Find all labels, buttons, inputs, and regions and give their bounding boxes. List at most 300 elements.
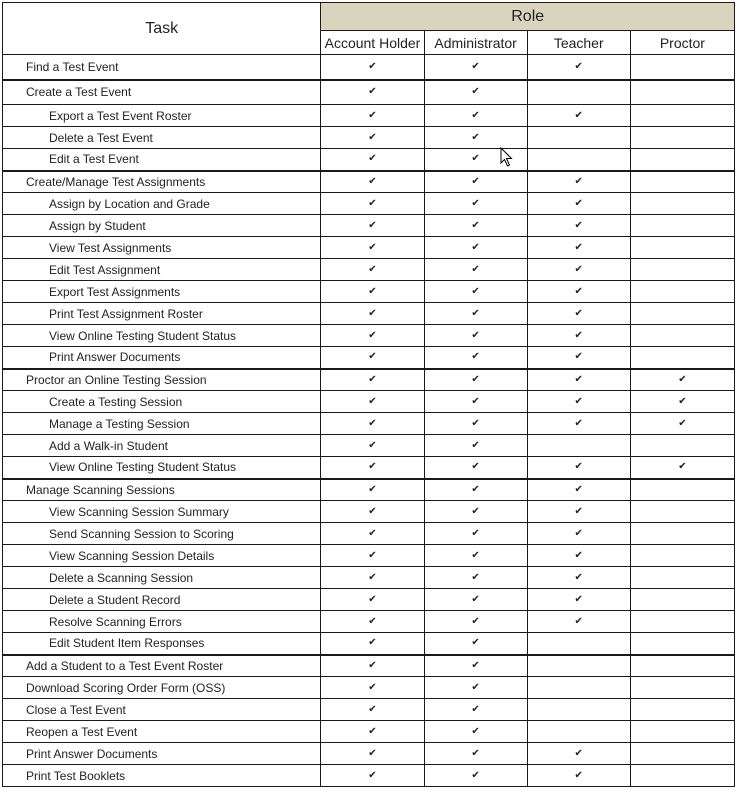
check-icon: ✔ bbox=[471, 725, 480, 737]
check-icon: ✔ bbox=[368, 505, 377, 517]
check-icon: ✔ bbox=[368, 241, 377, 253]
cell-teacher bbox=[527, 457, 630, 479]
cell-teacher bbox=[527, 105, 630, 127]
check-icon: ✔ bbox=[574, 615, 583, 627]
cell-teacher bbox=[527, 55, 630, 80]
table-row bbox=[3, 523, 735, 545]
cell-teacher bbox=[527, 215, 630, 237]
cell-account-holder bbox=[321, 413, 424, 435]
cell-administrator bbox=[424, 105, 527, 127]
check-icon: ✔ bbox=[574, 593, 583, 605]
cell-teacher bbox=[527, 369, 630, 391]
cell-administrator bbox=[424, 193, 527, 215]
task-label: Create a Test Event bbox=[3, 80, 321, 105]
cell-account-holder bbox=[321, 457, 424, 479]
task-column-header: Task bbox=[3, 3, 321, 55]
cell-proctor bbox=[630, 721, 734, 743]
cell-proctor bbox=[630, 633, 734, 655]
role-header-account-holder: Account Holder bbox=[321, 31, 424, 55]
cell-administrator bbox=[424, 589, 527, 611]
check-icon: ✔ bbox=[574, 571, 583, 583]
table-row bbox=[3, 545, 735, 567]
cell-teacher bbox=[527, 259, 630, 281]
cell-proctor bbox=[630, 149, 734, 171]
task-label: Add a Walk-in Student bbox=[3, 435, 321, 457]
check-icon: ✔ bbox=[368, 549, 377, 561]
check-icon: ✔ bbox=[368, 527, 377, 539]
task-label: Edit a Test Event bbox=[3, 149, 321, 171]
task-label: Manage Scanning Sessions bbox=[3, 479, 321, 501]
cell-teacher bbox=[527, 127, 630, 149]
task-label: Send Scanning Session to Scoring bbox=[3, 523, 321, 545]
check-icon: ✔ bbox=[471, 615, 480, 627]
cell-administrator bbox=[424, 545, 527, 567]
task-label: Print Test Assignment Roster bbox=[3, 303, 321, 325]
cell-proctor bbox=[630, 193, 734, 215]
cell-administrator bbox=[424, 765, 527, 787]
check-icon: ✔ bbox=[471, 417, 480, 429]
cell-account-holder bbox=[321, 149, 424, 171]
cell-proctor bbox=[630, 325, 734, 347]
check-icon: ✔ bbox=[368, 439, 377, 451]
check-icon: ✔ bbox=[368, 219, 377, 231]
cell-teacher bbox=[527, 765, 630, 787]
cell-account-holder bbox=[321, 281, 424, 303]
cell-administrator bbox=[424, 80, 527, 105]
check-icon: ✔ bbox=[574, 395, 583, 407]
task-label: Print Answer Documents bbox=[3, 347, 321, 369]
cell-proctor bbox=[630, 369, 734, 391]
cell-account-holder bbox=[321, 80, 424, 105]
task-label: Print Answer Documents bbox=[3, 743, 321, 765]
cell-proctor bbox=[630, 435, 734, 457]
task-label: Edit Student Item Responses bbox=[3, 633, 321, 655]
cell-teacher bbox=[527, 677, 630, 699]
cell-account-holder bbox=[321, 55, 424, 80]
check-icon: ✔ bbox=[471, 769, 480, 781]
check-icon: ✔ bbox=[574, 505, 583, 517]
table-row bbox=[3, 303, 735, 325]
table-row bbox=[3, 105, 735, 127]
check-icon: ✔ bbox=[574, 351, 583, 363]
check-icon: ✔ bbox=[471, 86, 480, 98]
cell-teacher bbox=[527, 611, 630, 633]
cell-account-holder bbox=[321, 127, 424, 149]
cell-administrator bbox=[424, 699, 527, 721]
cell-administrator bbox=[424, 655, 527, 677]
cell-teacher bbox=[527, 347, 630, 369]
check-icon: ✔ bbox=[471, 483, 480, 495]
cell-account-holder bbox=[321, 391, 424, 413]
cell-administrator bbox=[424, 721, 527, 743]
table-row bbox=[3, 171, 735, 193]
task-label: Delete a Test Event bbox=[3, 127, 321, 149]
check-icon: ✔ bbox=[368, 153, 377, 165]
cell-proctor bbox=[630, 677, 734, 699]
cell-administrator bbox=[424, 303, 527, 325]
check-icon: ✔ bbox=[471, 241, 480, 253]
check-icon: ✔ bbox=[368, 395, 377, 407]
task-label: Manage a Testing Session bbox=[3, 413, 321, 435]
check-icon: ✔ bbox=[368, 307, 377, 319]
check-icon: ✔ bbox=[574, 769, 583, 781]
check-icon: ✔ bbox=[368, 351, 377, 363]
check-icon: ✔ bbox=[471, 219, 480, 231]
cell-teacher bbox=[527, 479, 630, 501]
cell-teacher bbox=[527, 501, 630, 523]
permissions-table bbox=[2, 2, 735, 787]
cell-account-holder bbox=[321, 347, 424, 369]
cell-account-holder bbox=[321, 479, 424, 501]
table-row bbox=[3, 325, 735, 347]
table-body bbox=[3, 55, 735, 787]
check-icon: ✔ bbox=[471, 109, 480, 121]
check-icon: ✔ bbox=[574, 197, 583, 209]
check-icon: ✔ bbox=[471, 329, 480, 341]
task-label: Delete a Scanning Session bbox=[3, 567, 321, 589]
table-row bbox=[3, 721, 735, 743]
check-icon: ✔ bbox=[574, 241, 583, 253]
check-icon: ✔ bbox=[471, 153, 480, 165]
check-icon: ✔ bbox=[471, 637, 480, 649]
table-row bbox=[3, 567, 735, 589]
check-icon: ✔ bbox=[368, 483, 377, 495]
cell-administrator bbox=[424, 743, 527, 765]
check-icon: ✔ bbox=[368, 60, 377, 72]
task-label: Resolve Scanning Errors bbox=[3, 611, 321, 633]
cell-account-holder bbox=[321, 259, 424, 281]
table-row bbox=[3, 281, 735, 303]
cell-administrator bbox=[424, 567, 527, 589]
check-icon: ✔ bbox=[574, 461, 583, 473]
cell-account-holder bbox=[321, 435, 424, 457]
cell-teacher bbox=[527, 633, 630, 655]
cell-administrator bbox=[424, 325, 527, 347]
cell-administrator bbox=[424, 259, 527, 281]
task-label: Export a Test Event Roster bbox=[3, 105, 321, 127]
table-row bbox=[3, 80, 735, 105]
table-row bbox=[3, 259, 735, 281]
cell-teacher bbox=[527, 149, 630, 171]
check-icon: ✔ bbox=[471, 307, 480, 319]
cell-account-holder bbox=[321, 545, 424, 567]
check-icon: ✔ bbox=[368, 703, 377, 715]
cell-teacher bbox=[527, 545, 630, 567]
task-label: Export Test Assignments bbox=[3, 281, 321, 303]
cell-administrator bbox=[424, 391, 527, 413]
cell-teacher bbox=[527, 391, 630, 413]
check-icon: ✔ bbox=[368, 86, 377, 98]
role-group-header: Role bbox=[321, 3, 735, 31]
check-icon: ✔ bbox=[368, 725, 377, 737]
task-label: Edit Test Assignment bbox=[3, 259, 321, 281]
check-icon: ✔ bbox=[471, 527, 480, 539]
cell-proctor bbox=[630, 765, 734, 787]
table-header bbox=[3, 3, 735, 55]
check-icon: ✔ bbox=[471, 593, 480, 605]
cell-administrator bbox=[424, 369, 527, 391]
check-icon: ✔ bbox=[471, 439, 480, 451]
cell-proctor bbox=[630, 479, 734, 501]
cell-proctor bbox=[630, 105, 734, 127]
cell-administrator bbox=[424, 55, 527, 80]
cell-teacher bbox=[527, 655, 630, 677]
cell-proctor bbox=[630, 171, 734, 193]
cell-account-holder bbox=[321, 303, 424, 325]
cell-proctor bbox=[630, 237, 734, 259]
cell-account-holder bbox=[321, 721, 424, 743]
role-header-administrator: Administrator bbox=[424, 31, 527, 55]
task-label: Find a Test Event bbox=[3, 55, 321, 80]
check-icon: ✔ bbox=[368, 461, 377, 473]
check-icon: ✔ bbox=[368, 175, 377, 187]
table-row bbox=[3, 369, 735, 391]
cell-proctor bbox=[630, 523, 734, 545]
table-row bbox=[3, 193, 735, 215]
check-icon: ✔ bbox=[471, 263, 480, 275]
check-icon: ✔ bbox=[678, 461, 687, 473]
cell-account-holder bbox=[321, 699, 424, 721]
table-row bbox=[3, 611, 735, 633]
cell-proctor bbox=[630, 501, 734, 523]
check-icon: ✔ bbox=[471, 131, 480, 143]
cell-account-holder bbox=[321, 743, 424, 765]
task-label: Create a Testing Session bbox=[3, 391, 321, 413]
cell-administrator bbox=[424, 435, 527, 457]
cell-administrator bbox=[424, 127, 527, 149]
check-icon: ✔ bbox=[471, 285, 480, 297]
cell-administrator bbox=[424, 611, 527, 633]
table-row bbox=[3, 55, 735, 80]
check-icon: ✔ bbox=[678, 417, 687, 429]
cell-administrator bbox=[424, 523, 527, 545]
table-row bbox=[3, 765, 735, 787]
table-row bbox=[3, 501, 735, 523]
cell-teacher bbox=[527, 171, 630, 193]
cell-administrator bbox=[424, 237, 527, 259]
check-icon: ✔ bbox=[368, 747, 377, 759]
cell-teacher bbox=[527, 435, 630, 457]
table-row bbox=[3, 435, 735, 457]
cell-teacher bbox=[527, 567, 630, 589]
cell-teacher bbox=[527, 303, 630, 325]
cell-account-holder bbox=[321, 193, 424, 215]
check-icon: ✔ bbox=[471, 175, 480, 187]
check-icon: ✔ bbox=[471, 681, 480, 693]
cell-teacher bbox=[527, 80, 630, 105]
cell-administrator bbox=[424, 281, 527, 303]
cell-proctor bbox=[630, 303, 734, 325]
task-label: View Online Testing Student Status bbox=[3, 325, 321, 347]
table-row bbox=[3, 457, 735, 479]
table-row bbox=[3, 743, 735, 765]
check-icon: ✔ bbox=[574, 60, 583, 72]
cell-teacher bbox=[527, 743, 630, 765]
check-icon: ✔ bbox=[574, 483, 583, 495]
cell-teacher bbox=[527, 699, 630, 721]
check-icon: ✔ bbox=[574, 219, 583, 231]
cell-teacher bbox=[527, 193, 630, 215]
cell-teacher bbox=[527, 413, 630, 435]
task-label: Reopen a Test Event bbox=[3, 721, 321, 743]
cell-account-holder bbox=[321, 523, 424, 545]
cell-teacher bbox=[527, 325, 630, 347]
cell-administrator bbox=[424, 347, 527, 369]
cell-proctor bbox=[630, 391, 734, 413]
check-icon: ✔ bbox=[368, 571, 377, 583]
check-icon: ✔ bbox=[368, 637, 377, 649]
check-icon: ✔ bbox=[471, 461, 480, 473]
cell-proctor bbox=[630, 55, 734, 80]
cell-administrator bbox=[424, 215, 527, 237]
task-label: Print Test Booklets bbox=[3, 765, 321, 787]
mouse-pointer-icon bbox=[500, 147, 514, 167]
cell-proctor bbox=[630, 215, 734, 237]
cell-teacher bbox=[527, 721, 630, 743]
check-icon: ✔ bbox=[574, 549, 583, 561]
check-icon: ✔ bbox=[368, 681, 377, 693]
table-row bbox=[3, 127, 735, 149]
task-label: Download Scoring Order Form (OSS) bbox=[3, 677, 321, 699]
cell-account-holder bbox=[321, 369, 424, 391]
check-icon: ✔ bbox=[471, 571, 480, 583]
table-row bbox=[3, 347, 735, 369]
check-icon: ✔ bbox=[574, 417, 583, 429]
check-icon: ✔ bbox=[368, 615, 377, 627]
check-icon: ✔ bbox=[368, 659, 377, 671]
check-icon: ✔ bbox=[574, 373, 583, 385]
check-icon: ✔ bbox=[678, 395, 687, 407]
check-icon: ✔ bbox=[471, 747, 480, 759]
cell-account-holder bbox=[321, 501, 424, 523]
check-icon: ✔ bbox=[678, 373, 687, 385]
check-icon: ✔ bbox=[574, 109, 583, 121]
cell-proctor bbox=[630, 545, 734, 567]
cell-administrator bbox=[424, 171, 527, 193]
cell-account-holder bbox=[321, 325, 424, 347]
cell-administrator bbox=[424, 677, 527, 699]
check-icon: ✔ bbox=[471, 197, 480, 209]
cell-proctor bbox=[630, 127, 734, 149]
check-icon: ✔ bbox=[368, 263, 377, 275]
check-icon: ✔ bbox=[471, 60, 480, 72]
task-label: Close a Test Event bbox=[3, 699, 321, 721]
role-header-teacher: Teacher bbox=[527, 31, 630, 55]
check-icon: ✔ bbox=[471, 659, 480, 671]
check-icon: ✔ bbox=[471, 351, 480, 363]
task-label: Add a Student to a Test Event Roster bbox=[3, 655, 321, 677]
check-icon: ✔ bbox=[368, 329, 377, 341]
cell-proctor bbox=[630, 281, 734, 303]
cell-account-holder bbox=[321, 215, 424, 237]
task-label: Proctor an Online Testing Session bbox=[3, 369, 321, 391]
check-icon: ✔ bbox=[368, 373, 377, 385]
cell-proctor bbox=[630, 413, 734, 435]
check-icon: ✔ bbox=[368, 285, 377, 297]
check-icon: ✔ bbox=[574, 527, 583, 539]
cell-account-holder bbox=[321, 633, 424, 655]
cell-account-holder bbox=[321, 611, 424, 633]
cell-proctor bbox=[630, 743, 734, 765]
cell-proctor bbox=[630, 457, 734, 479]
role-header-proctor: Proctor bbox=[630, 31, 734, 55]
task-label: View Scanning Session Summary bbox=[3, 501, 321, 523]
check-icon: ✔ bbox=[574, 329, 583, 341]
check-icon: ✔ bbox=[471, 395, 480, 407]
check-icon: ✔ bbox=[471, 549, 480, 561]
cell-administrator bbox=[424, 633, 527, 655]
task-label: View Scanning Session Details bbox=[3, 545, 321, 567]
check-icon: ✔ bbox=[574, 747, 583, 759]
cell-account-holder bbox=[321, 765, 424, 787]
cell-account-holder bbox=[321, 105, 424, 127]
task-label: Delete a Student Record bbox=[3, 589, 321, 611]
check-icon: ✔ bbox=[368, 109, 377, 121]
cell-teacher bbox=[527, 523, 630, 545]
cell-proctor bbox=[630, 589, 734, 611]
table-row bbox=[3, 413, 735, 435]
cell-account-holder bbox=[321, 567, 424, 589]
cell-account-holder bbox=[321, 171, 424, 193]
cell-administrator bbox=[424, 479, 527, 501]
cell-proctor bbox=[630, 699, 734, 721]
task-label: View Online Testing Student Status bbox=[3, 457, 321, 479]
cell-account-holder bbox=[321, 589, 424, 611]
task-label: View Test Assignments bbox=[3, 237, 321, 259]
cell-proctor bbox=[630, 611, 734, 633]
cell-proctor bbox=[630, 347, 734, 369]
cell-account-holder bbox=[321, 677, 424, 699]
cell-proctor bbox=[630, 80, 734, 105]
check-icon: ✔ bbox=[471, 505, 480, 517]
check-icon: ✔ bbox=[574, 285, 583, 297]
table-row bbox=[3, 677, 735, 699]
cell-teacher bbox=[527, 237, 630, 259]
table-row bbox=[3, 391, 735, 413]
table-row bbox=[3, 699, 735, 721]
check-icon: ✔ bbox=[471, 703, 480, 715]
cell-teacher bbox=[527, 589, 630, 611]
cell-proctor bbox=[630, 259, 734, 281]
cell-teacher bbox=[527, 281, 630, 303]
check-icon: ✔ bbox=[368, 769, 377, 781]
table-row bbox=[3, 633, 735, 655]
cell-proctor bbox=[630, 655, 734, 677]
check-icon: ✔ bbox=[368, 593, 377, 605]
task-label: Create/Manage Test Assignments bbox=[3, 171, 321, 193]
cell-account-holder bbox=[321, 237, 424, 259]
check-icon: ✔ bbox=[368, 131, 377, 143]
check-icon: ✔ bbox=[368, 197, 377, 209]
cell-account-holder bbox=[321, 655, 424, 677]
table-row bbox=[3, 479, 735, 501]
task-label: Assign by Student bbox=[3, 215, 321, 237]
table-row bbox=[3, 589, 735, 611]
cell-administrator bbox=[424, 413, 527, 435]
task-label: Assign by Location and Grade bbox=[3, 193, 321, 215]
cell-administrator bbox=[424, 457, 527, 479]
check-icon: ✔ bbox=[574, 263, 583, 275]
check-icon: ✔ bbox=[471, 373, 480, 385]
table-row bbox=[3, 237, 735, 259]
cell-proctor bbox=[630, 567, 734, 589]
check-icon: ✔ bbox=[574, 307, 583, 319]
table-row bbox=[3, 149, 735, 171]
table-row bbox=[3, 215, 735, 237]
table-row bbox=[3, 655, 735, 677]
check-icon: ✔ bbox=[574, 175, 583, 187]
check-icon: ✔ bbox=[368, 417, 377, 429]
